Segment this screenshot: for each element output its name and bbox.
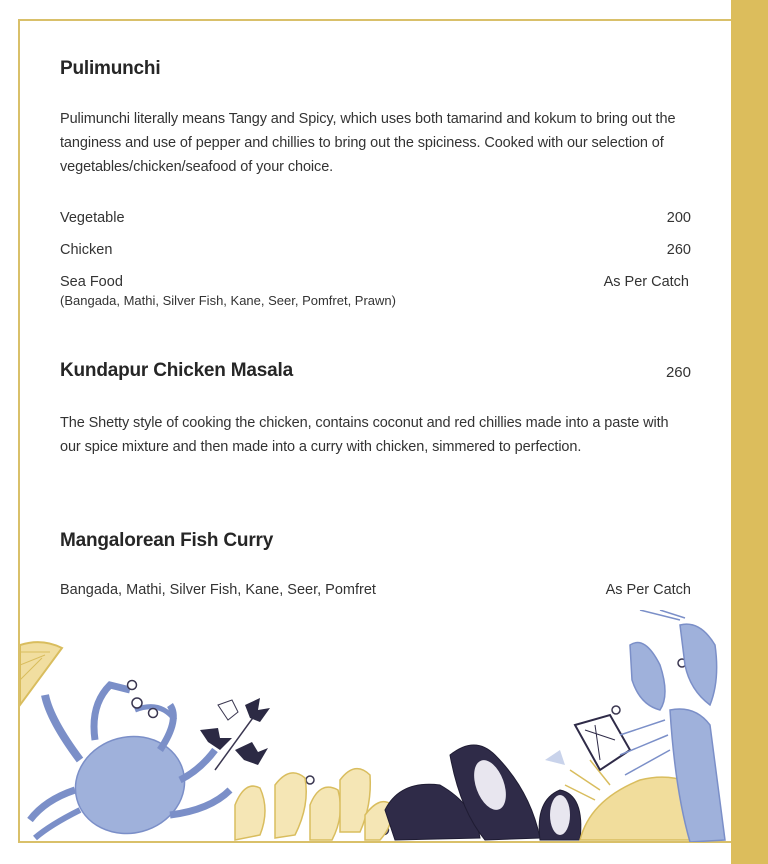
item-price: As Per Catch [605, 582, 691, 598]
dish-description-kundapur: The Shetty style of cooking the chicken, contains coconut and red chillies made into a paste with our spice mixture and then made into a curry with chicken, simmered to perfection. [60, 415, 669, 455]
item-note: (Bangada, Mathi, Silver Fish, Kane, Seer, Pomfret, Prawn) [60, 293, 396, 308]
item-name: Sea Food [60, 274, 123, 290]
item-name: Vegetable [60, 210, 125, 226]
lemon-wedge-icon [545, 715, 630, 770]
lemon-slice-icon [20, 642, 62, 705]
dish-title-kundapur-chicken-masala: Kundapur Chicken Masala [60, 360, 293, 381]
gold-side-bar [731, 0, 768, 864]
item-name: Bangada, Mathi, Silver Fish, Kane, Seer, Pomfret [60, 582, 376, 598]
dish-title-pulimunchi: Pulimunchi [60, 58, 161, 79]
dish-description-pulimunchi: Pulimunchi literally means Tangy and Spicy, which uses both tamarind and kokum to bring out the tanginess and use of pepper and chillies to bring out the spiciness. Cooked with our selection of vegetables/chicken/seafood of your choice. [60, 111, 676, 175]
dish-title-mangalorean-fish-curry: Mangalorean Fish Curry [60, 530, 274, 551]
crab-icon [30, 685, 230, 842]
dish-price: 260 [665, 364, 691, 381]
item-price: As Per Catch [603, 274, 689, 290]
item-price: 200 [666, 210, 691, 226]
item-name: Chicken [60, 242, 113, 258]
item-price: 260 [666, 242, 691, 258]
seafood-illustration [20, 610, 731, 842]
